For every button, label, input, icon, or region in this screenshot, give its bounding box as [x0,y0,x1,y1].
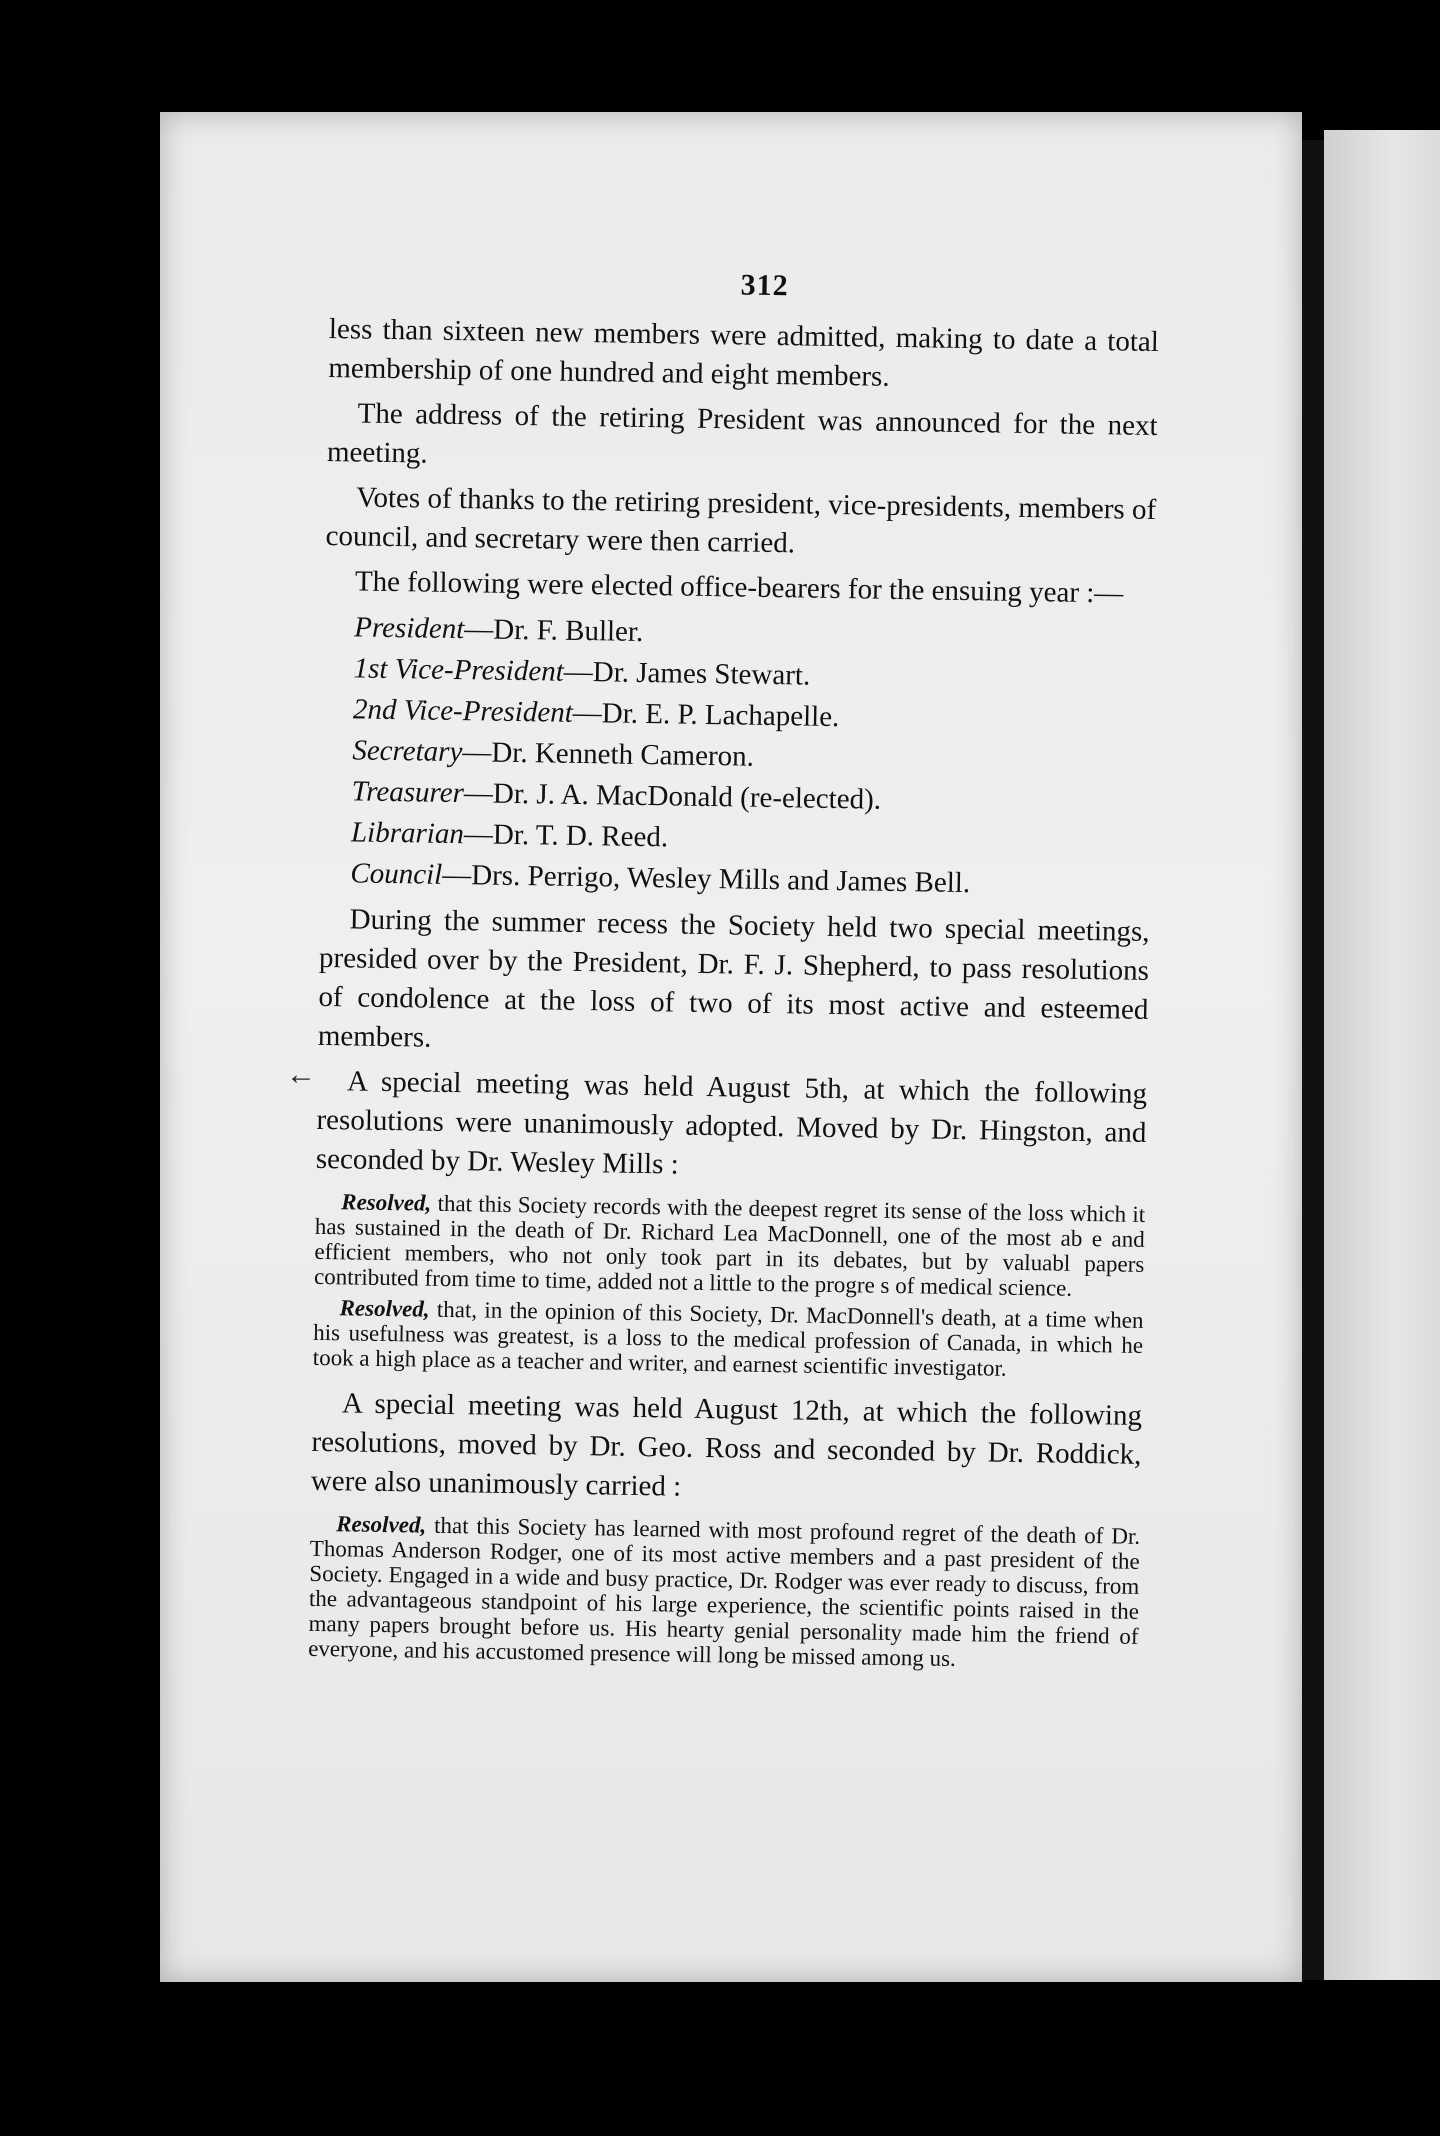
resolution-item [308,1511,1140,1674]
officer-list [320,607,1154,907]
resolution-item [314,1189,1145,1302]
officer-name: —Dr. Kenneth Cameron. [462,736,755,773]
officer-role: 2nd Vice-President [352,693,574,729]
resolution-lead: Resolved, [341,1189,432,1216]
resolution-text: that this Society has learned with most profound regret of the death of Dr. Thomas Anderson Rodger, one of its most active members and a past president of the Society. Engaged in a wide and busy practice, Dr. Rodger was ever ready to discuss, from the advantageous standpoint of his large experience, the scientific points raised in the many papers brought before us. His hearty genial personality made him the friend of everyone, and his accustomed presence will long be missed among us. [308,1512,1141,1672]
officer-name: —Dr. F. Buller. [464,613,644,648]
officer-role: Council [350,857,443,891]
officer-name: —Dr. J. A. MacDonald (re-elected). [463,777,882,816]
paragraph-meeting-august-12: A special meeting was held August 12th, at which the following resolutions, moved by Dr. Geo. Ross and seconded by Dr. Roddick, were also unanimously carried : [310,1387,1143,1503]
officer-role: President [354,611,465,646]
officer-name: —Dr. T. D. Reed. [463,818,669,854]
paragraph-address: The address of the retiring President was announced for the next meeting. [326,397,1158,470]
officer-role: Secretary [352,734,463,769]
page-content [308,262,1160,1688]
paragraph-votes: Votes of thanks to the retiring president, vice-presidents, members of council, and secretary were then carried. [325,481,1157,560]
paragraph-membership: less than sixteen new members were admitted, making to date a total membership of one hundred and eight members. [328,312,1160,393]
facing-page-edge [1324,130,1440,1980]
book-spine-shadow [1302,140,1324,1980]
officer-name: —Dr. E. P. Lachapelle. [572,696,840,734]
officer-role: Librarian [350,816,465,851]
page-number: 312 [740,268,789,303]
resolution-text: that this Society records with the deepest regret its sense of the loss which it has sustained in the death of Dr. Richard Lea MacDonnell, one of the most ab e and efficient members, who not only took part in its debates, but by valuabl papers contributed from time to time, added not a little to the progre s of medical science. [313,1190,1146,1301]
resolution-lead: Resolved, [335,1511,427,1538]
resolutions-august-5 [313,1189,1146,1383]
resolutions-august-12 [308,1511,1140,1674]
officer-role: Treasurer [351,775,465,810]
resolution-item [313,1295,1144,1383]
paragraph-meeting-august-5: A special meeting was held August 5th, at which the following resolutions were unanimously adopted. Moved by Dr. Hingston, and seconded by Dr. Wesley Mills : [315,1065,1148,1181]
paragraph-elections: The following were elected office-bearers for the ensuing year :— [354,565,1124,610]
paragraph-summer-recess: During the summer recess the Society held two special meetings, presided over by the President, Dr. F. J. Shepherd, to pass resolutions of condolence at the loss of two of its most active and esteemed members. [317,903,1150,1054]
resolution-text: that, in the opinion of this Society, Dr. MacDonnell's death, at a time when his usefulness was greatest, is a loss to the medical profession of Canada, in which he took a high place as a teacher and writer, and earnest scientific investigator. [312,1296,1144,1381]
resolution-lead: Resolved, [339,1295,430,1322]
pencil-margin-mark-icon: ← [286,1058,316,1091]
officer-name: —Dr. James Stewart. [563,655,811,692]
officer-name: —Drs. Perrigo, Wesley Mills and James Bell. [441,858,971,900]
officer-role: 1st Vice-President [353,652,565,688]
